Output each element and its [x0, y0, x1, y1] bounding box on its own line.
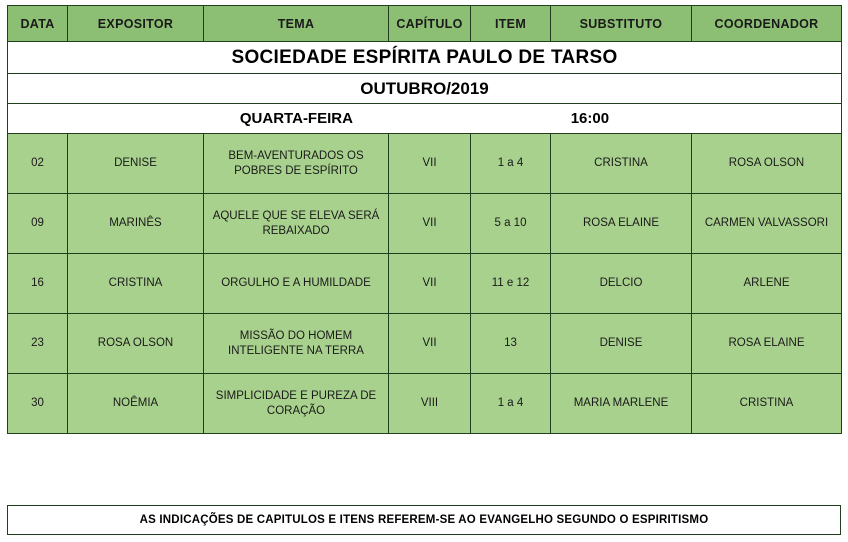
- column-header-coordenador: COORDENADOR: [692, 6, 842, 42]
- cell-coordenador: ROSA ELAINE: [692, 314, 842, 374]
- column-header-item: ITEM: [471, 6, 551, 42]
- cell-coordenador: ROSA OLSON: [692, 134, 842, 194]
- table-row: [8, 194, 842, 254]
- month-row: [8, 74, 842, 104]
- cell-coordenador: CARMEN VALVASSORI: [692, 194, 842, 254]
- cell-tema: MISSÃO DO HOMEM INTELIGENTE NA TERRA: [204, 314, 389, 374]
- column-header-data: DATA: [8, 6, 68, 42]
- cell-substituto: DELCIO: [551, 254, 692, 314]
- cell-expositor: CRISTINA: [68, 254, 204, 314]
- cell-item: 5 a 10: [471, 194, 551, 254]
- table-header: [8, 6, 842, 42]
- schedule-table: [7, 5, 842, 434]
- time-label: 16:00: [570, 110, 610, 127]
- cell-substituto: DENISE: [551, 314, 692, 374]
- table-row: [8, 314, 842, 374]
- cell-expositor: DENISE: [68, 134, 204, 194]
- cell-capitulo: VII: [389, 254, 471, 314]
- page-title: SOCIEDADE ESPÍRITA PAULO DE TARSO: [8, 42, 842, 74]
- weekday-cell: [8, 104, 842, 134]
- column-header-expositor: EXPOSITOR: [68, 6, 204, 42]
- column-header-tema: TEMA: [204, 6, 389, 42]
- cell-tema: ORGULHO E A HUMILDADE: [204, 254, 389, 314]
- cell-item: 1 a 4: [471, 374, 551, 434]
- cell-data: 30: [8, 374, 68, 434]
- cell-capitulo: VII: [389, 194, 471, 254]
- cell-tema: BEM-AVENTURADOS OS POBRES DE ESPÍRITO: [204, 134, 389, 194]
- cell-tema: AQUELE QUE SE ELEVA SERÁ REBAIXADO: [204, 194, 389, 254]
- cell-capitulo: VII: [389, 134, 471, 194]
- footnote-area: [7, 505, 841, 535]
- cell-item: 11 e 12: [471, 254, 551, 314]
- header-row: [8, 6, 842, 42]
- table-body: [8, 134, 842, 434]
- cell-data: 16: [8, 254, 68, 314]
- cell-expositor: MARINÊS: [68, 194, 204, 254]
- column-header-capitulo: CAPÍTULO: [389, 6, 471, 42]
- footnote-row: [8, 506, 841, 535]
- column-header-substituto: SUBSTITUTO: [551, 6, 692, 42]
- title-row: [8, 42, 842, 74]
- cell-item: 13: [471, 314, 551, 374]
- table-row: [8, 374, 842, 434]
- cell-coordenador: CRISTINA: [692, 374, 842, 434]
- weekday-label: QUARTA-FEIRA: [239, 110, 353, 127]
- cell-data: 23: [8, 314, 68, 374]
- cell-data: 02: [8, 134, 68, 194]
- weekday-row: [8, 104, 842, 134]
- month-label: OUTUBRO/2019: [8, 74, 842, 104]
- cell-capitulo: VII: [389, 314, 471, 374]
- cell-substituto: ROSA ELAINE: [551, 194, 692, 254]
- cell-substituto: MARIA MARLENE: [551, 374, 692, 434]
- cell-data: 09: [8, 194, 68, 254]
- footnote-text: AS INDICAÇÕES DE CAPITULOS E ITENS REFEREM-SE AO EVANGELHO SEGUNDO O ESPIRITISMO: [8, 506, 841, 535]
- cell-item: 1 a 4: [471, 134, 551, 194]
- cell-expositor: NOÊMIA: [68, 374, 204, 434]
- cell-tema: SIMPLICIDADE E PUREZA DE CORAÇÃO: [204, 374, 389, 434]
- cell-expositor: ROSA OLSON: [68, 314, 204, 374]
- cell-coordenador: ARLENE: [692, 254, 842, 314]
- table-row: [8, 254, 842, 314]
- schedule-page: [0, 5, 848, 542]
- table-row: [8, 134, 842, 194]
- cell-capitulo: VIII: [389, 374, 471, 434]
- footnote-table: [7, 505, 841, 535]
- cell-substituto: CRISTINA: [551, 134, 692, 194]
